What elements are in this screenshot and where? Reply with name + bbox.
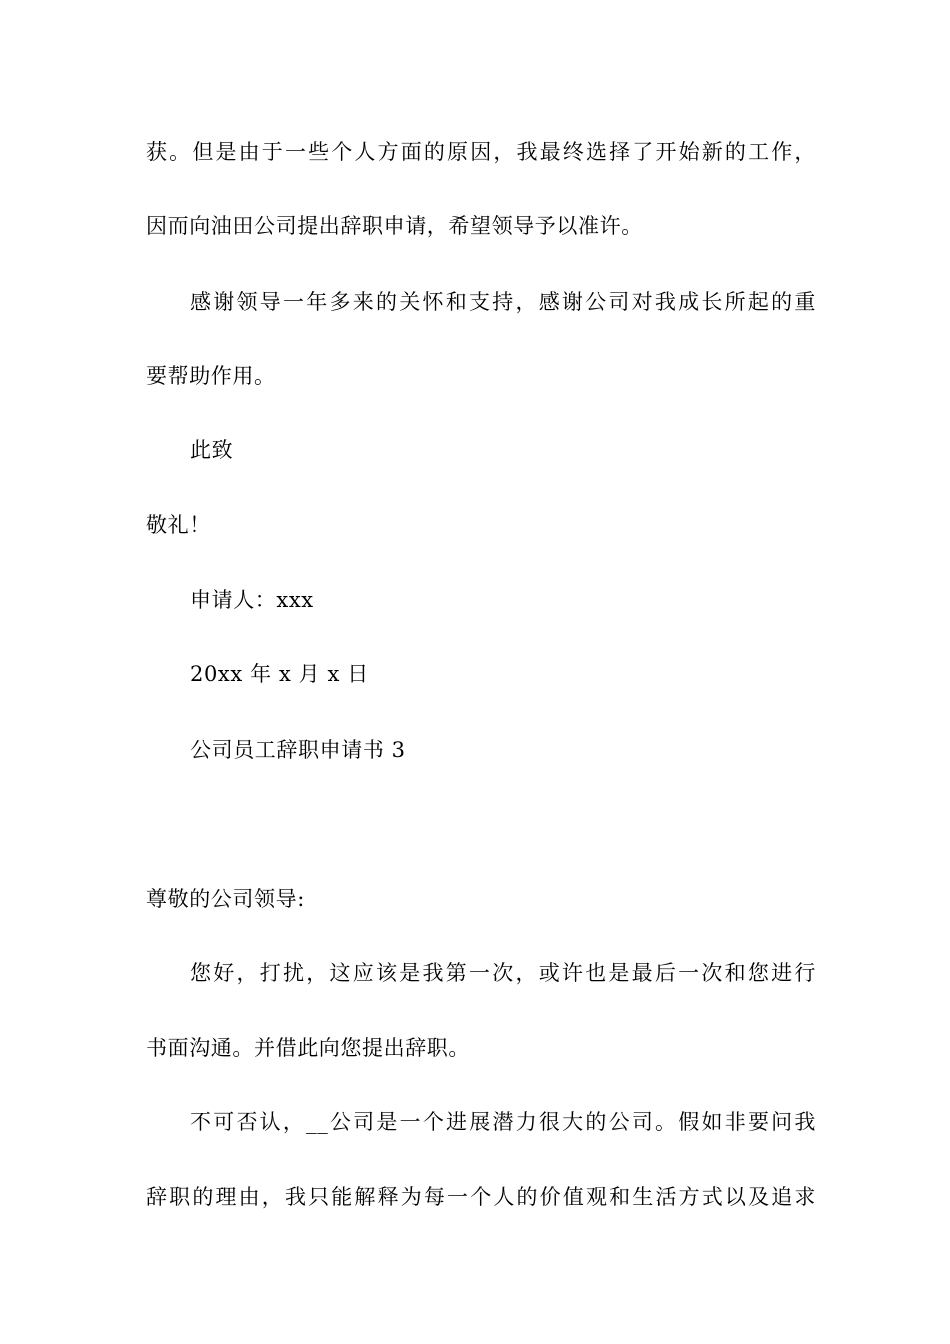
paragraph-line: 获。但是由于一些个人方面的原因，我最终选择了开始新的工作， (146, 140, 816, 164)
paragraph-line: 书面沟通。并借此向您提出辞职。 (146, 1036, 470, 1060)
letter-greeting: 尊敬的公司领导: (146, 887, 305, 911)
closing-phrase: 此致 (190, 438, 234, 462)
paragraph-line: 感谢领导一年多来的关怀和支持，感谢公司对我成长所起的重 (190, 290, 816, 314)
paragraph-line: 辞职的理由，我只能解释为每一个人的价值观和生活方式以及追求 (146, 1185, 816, 1209)
paragraph-line: 您好，打扰，这应该是我第一次，或许也是最后一次和您进行 (190, 961, 816, 985)
paragraph-line: 因而向油田公司提出辞职申请，希望领导予以准许。 (146, 214, 643, 238)
section-title: 公司员工辞职申请书 3 (190, 738, 406, 762)
letter-date: 20xx 年 x 月 x 日 (190, 662, 369, 686)
paragraph-line: 要帮助作用。 (146, 364, 276, 388)
closing-salutation: 敬礼！ (146, 513, 211, 537)
paragraph-line: 不可否认，__公司是一个进展潜力很大的公司。假如非要问我 (190, 1110, 816, 1134)
applicant-signature: 申请人：xxx (190, 588, 314, 612)
